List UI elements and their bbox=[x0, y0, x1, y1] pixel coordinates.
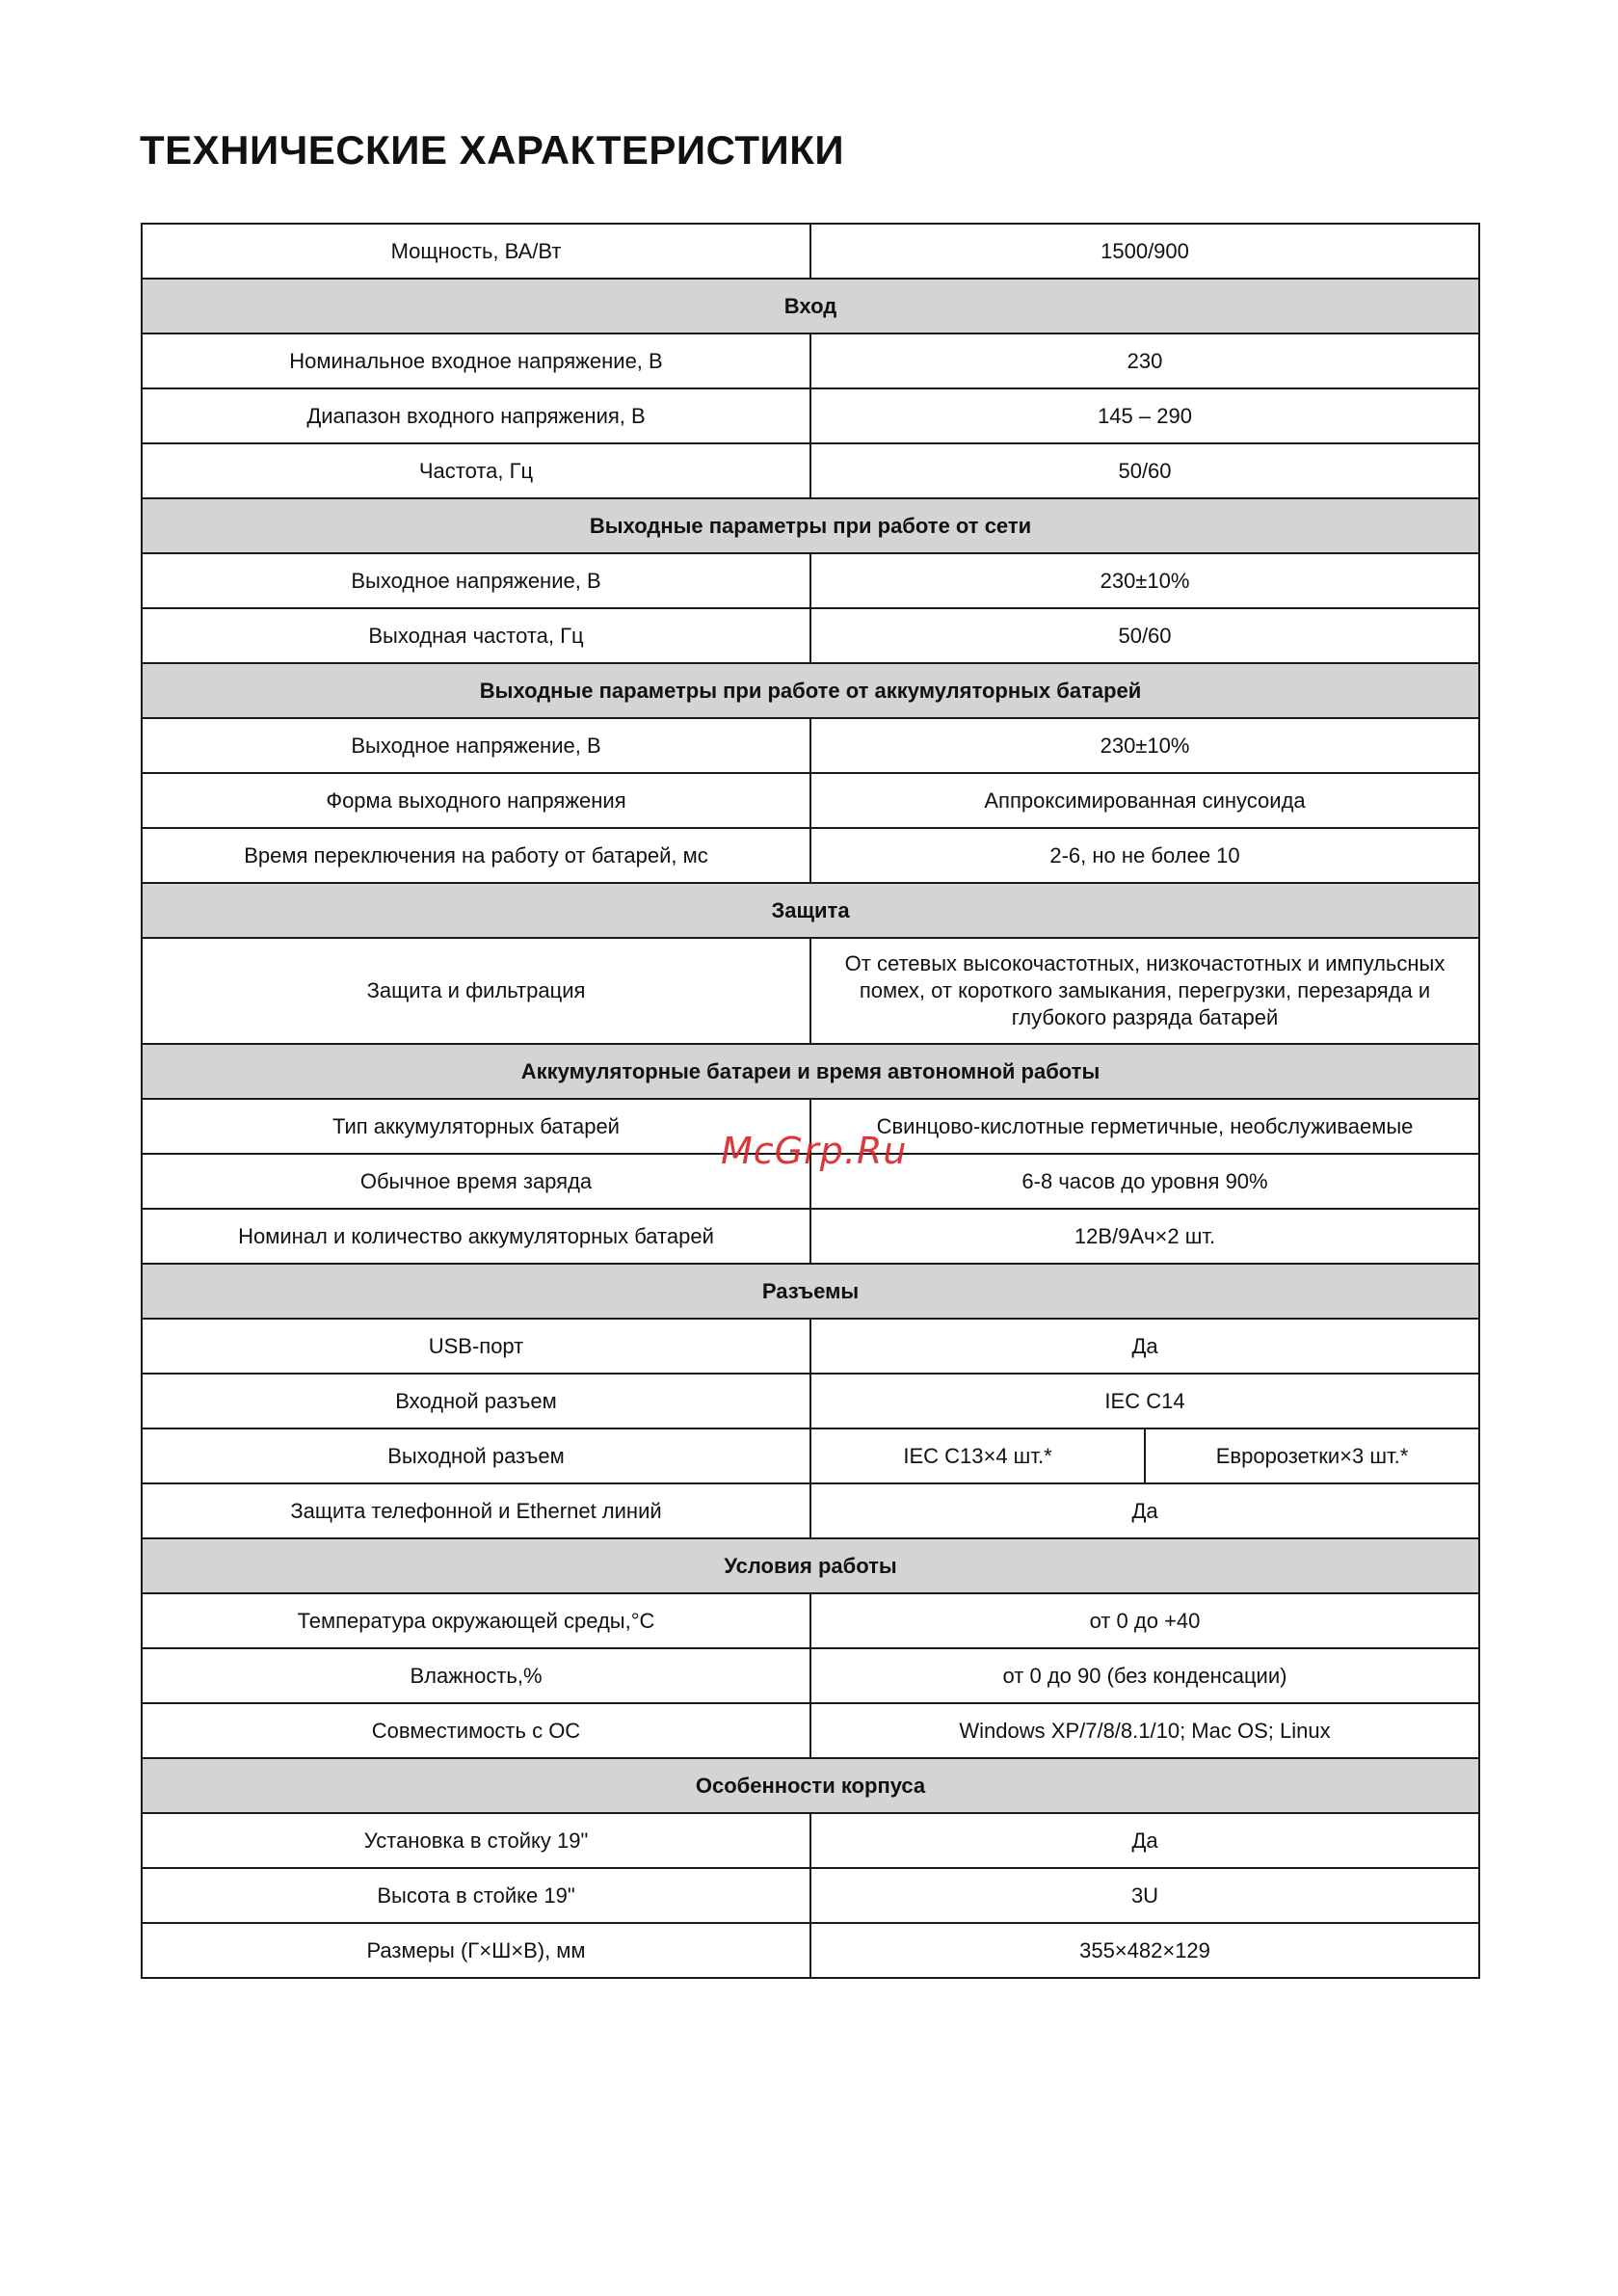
spec-label: Диапазон входного напряжения, В bbox=[142, 388, 810, 443]
spec-label: USB-порт bbox=[142, 1319, 810, 1374]
section-header: Вход bbox=[142, 279, 1479, 334]
spec-label: Установка в стойку 19" bbox=[142, 1813, 810, 1868]
spec-value: 2-6, но не более 10 bbox=[810, 828, 1479, 883]
spec-value: IEC C14 bbox=[810, 1374, 1479, 1428]
spec-label: Температура окружающей среды,°C bbox=[142, 1593, 810, 1648]
spec-value: 12В/9Ач×2 шт. bbox=[810, 1209, 1479, 1264]
section-header-row bbox=[142, 883, 1479, 938]
spec-value-line: помех, от короткого замыкания, перегрузки, перезаряда и bbox=[859, 978, 1431, 1002]
spec-label: Совместимость с ОС bbox=[142, 1703, 810, 1758]
table-row bbox=[142, 1923, 1479, 1978]
table-row bbox=[142, 828, 1479, 883]
spec-value: 145 – 290 bbox=[810, 388, 1479, 443]
table-row bbox=[142, 1483, 1479, 1538]
table-row bbox=[142, 1374, 1479, 1428]
section-header: Выходные параметры при работе от сети bbox=[142, 498, 1479, 553]
table-row bbox=[142, 388, 1479, 443]
spec-value: Да bbox=[810, 1813, 1479, 1868]
section-header-row bbox=[142, 1044, 1479, 1099]
spec-label: Форма выходного напряжения bbox=[142, 773, 810, 828]
spec-value: от 0 до 90 (без конденсации) bbox=[810, 1648, 1479, 1703]
spec-value: 6-8 часов до уровня 90% bbox=[810, 1154, 1479, 1209]
section-header-row bbox=[142, 498, 1479, 553]
section-header-row bbox=[142, 279, 1479, 334]
spec-value: 230±10% bbox=[810, 553, 1479, 608]
table-row bbox=[142, 1593, 1479, 1648]
spec-label: Защита и фильтрация bbox=[142, 938, 810, 1044]
spec-label: Номинальное входное напряжение, В bbox=[142, 334, 810, 388]
spec-label: Номинал и количество аккумуляторных батарей bbox=[142, 1209, 810, 1264]
spec-label: Выходной разъем bbox=[142, 1428, 810, 1483]
watermark: McGrp.Ru bbox=[721, 1130, 908, 1172]
spec-value-multiline bbox=[810, 938, 1479, 1044]
spec-value: 230 bbox=[810, 334, 1479, 388]
section-header-row bbox=[142, 1538, 1479, 1593]
spec-value: Да bbox=[810, 1483, 1479, 1538]
table-row bbox=[142, 938, 1479, 1044]
spec-label: Выходное напряжение, В bbox=[142, 553, 810, 608]
table-row bbox=[142, 334, 1479, 388]
spec-value-line: глубокого разряда батарей bbox=[1011, 1005, 1279, 1029]
table-row bbox=[142, 718, 1479, 773]
spec-label: Влажность,% bbox=[142, 1648, 810, 1703]
section-header: Аккумуляторные батареи и время автономной работы bbox=[142, 1044, 1479, 1099]
spec-value: Windows XP/7/8/8.1/10; Mac OS; Linux bbox=[810, 1703, 1479, 1758]
page-title: ТЕХНИЧЕСКИЕ ХАРАКТЕРИСТИКИ bbox=[140, 127, 845, 173]
spec-label: Входной разъем bbox=[142, 1374, 810, 1428]
spec-value: 1500/900 bbox=[810, 224, 1479, 279]
spec-value: 355×482×129 bbox=[810, 1923, 1479, 1978]
section-header-row bbox=[142, 663, 1479, 718]
spec-label: Размеры (Г×Ш×В), мм bbox=[142, 1923, 810, 1978]
table-row bbox=[142, 224, 1479, 279]
spec-value: от 0 до +40 bbox=[810, 1593, 1479, 1648]
spec-label: Тип аккумуляторных батарей bbox=[142, 1099, 810, 1154]
table-row bbox=[142, 1319, 1479, 1374]
specs-table bbox=[141, 223, 1480, 1979]
spec-label: Защита телефонной и Ethernet линий bbox=[142, 1483, 810, 1538]
spec-value: 50/60 bbox=[810, 443, 1479, 498]
table-row bbox=[142, 1813, 1479, 1868]
spec-label: Мощность, ВА/Вт bbox=[142, 224, 810, 279]
table-row bbox=[142, 1868, 1479, 1923]
table-row bbox=[142, 1703, 1479, 1758]
spec-value: 3U bbox=[810, 1868, 1479, 1923]
table-row bbox=[142, 443, 1479, 498]
table-row bbox=[142, 1209, 1479, 1264]
spec-label: Выходное напряжение, В bbox=[142, 718, 810, 773]
table-row bbox=[142, 773, 1479, 828]
section-header-row bbox=[142, 1758, 1479, 1813]
table-row bbox=[142, 1428, 1479, 1483]
spec-label: Обычное время заряда bbox=[142, 1154, 810, 1209]
table-row bbox=[142, 608, 1479, 663]
spec-value: Аппроксимированная синусоида bbox=[810, 773, 1479, 828]
spec-label: Высота в стойке 19" bbox=[142, 1868, 810, 1923]
section-header-row bbox=[142, 1264, 1479, 1319]
spec-label: Выходная частота, Гц bbox=[142, 608, 810, 663]
table-row bbox=[142, 1648, 1479, 1703]
table-row bbox=[142, 553, 1479, 608]
section-header: Защита bbox=[142, 883, 1479, 938]
spec-value: 50/60 bbox=[810, 608, 1479, 663]
section-header: Условия работы bbox=[142, 1538, 1479, 1593]
spec-value: Да bbox=[810, 1319, 1479, 1374]
section-header: Выходные параметры при работе от аккумуляторных батарей bbox=[142, 663, 1479, 718]
section-header: Особенности корпуса bbox=[142, 1758, 1479, 1813]
spec-value: Свинцово-кислотные герметичные, необслуживаемые bbox=[810, 1099, 1479, 1154]
spec-value: 230±10% bbox=[810, 718, 1479, 773]
spec-value-euro: Евророзетки×3 шт.* bbox=[1145, 1428, 1479, 1483]
section-header: Разъемы bbox=[142, 1264, 1479, 1319]
spec-value-iec: IEC C13×4 шт.* bbox=[810, 1428, 1145, 1483]
spec-label: Частота, Гц bbox=[142, 443, 810, 498]
spec-label: Время переключения на работу от батарей, мс bbox=[142, 828, 810, 883]
spec-value-line: От сетевых высокочастотных, низкочастотных и импульсных bbox=[844, 951, 1446, 975]
